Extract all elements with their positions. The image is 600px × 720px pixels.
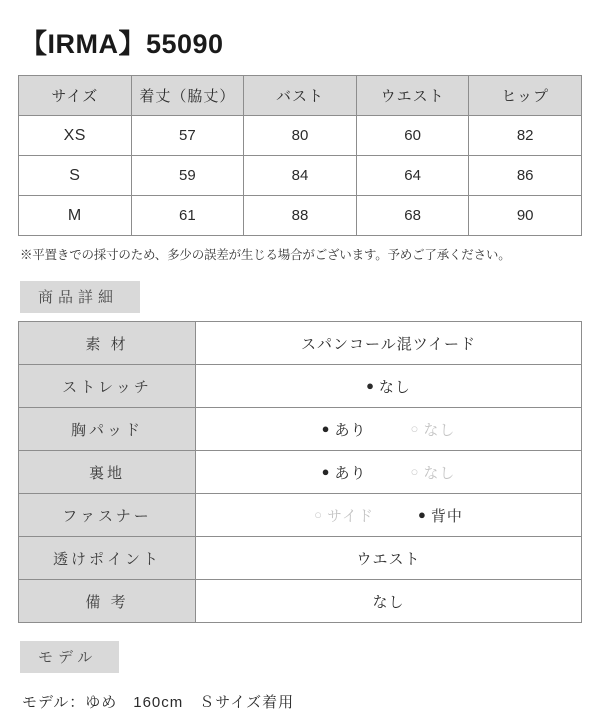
bust-cell: 88 xyxy=(244,196,357,236)
option-label: なし xyxy=(423,464,456,482)
detail-value xyxy=(196,365,582,408)
option-unselected xyxy=(314,505,374,526)
page-title: 【IRMA】55090 xyxy=(20,29,224,59)
option-group xyxy=(196,462,581,483)
option-selected xyxy=(322,419,367,440)
detail-label: 素 材 xyxy=(19,322,196,365)
detail-label: ファスナー xyxy=(19,494,196,537)
section-heading-model: モデル xyxy=(20,641,119,673)
option-label: 背中 xyxy=(430,507,463,525)
hip-cell: 90 xyxy=(469,196,582,236)
filled-circle-icon: ● xyxy=(321,463,331,479)
option-group xyxy=(196,419,581,440)
model-info: モデル：ゆめ 160cm Ｓサイズ着用 xyxy=(22,694,295,711)
hip-cell: 86 xyxy=(469,156,582,196)
filled-circle-icon: ● xyxy=(417,506,427,522)
detail-label: 備 考 xyxy=(19,580,196,623)
bust-cell: 80 xyxy=(244,116,357,156)
table-row xyxy=(19,156,582,196)
option-label: あり xyxy=(334,421,367,439)
waist-cell: 60 xyxy=(356,116,469,156)
size-table-header-cell: ヒップ xyxy=(469,76,582,116)
size-table-header-cell: サイズ xyxy=(19,76,132,116)
waist-cell: 64 xyxy=(356,156,469,196)
size-table-header-cell: 着丈（脇丈） xyxy=(131,76,244,116)
table-row xyxy=(19,322,582,365)
empty-circle-icon: ○ xyxy=(410,420,420,436)
size-cell: M xyxy=(19,196,132,236)
table-row xyxy=(19,196,582,236)
measurement-note: ※平置きでの採寸のため、多少の誤差が生じる場合がございます。予めご了承ください。 xyxy=(20,248,511,262)
table-row xyxy=(19,580,582,623)
empty-circle-icon: ○ xyxy=(410,463,420,479)
detail-label: 裏地 xyxy=(19,451,196,494)
detail-value xyxy=(196,408,582,451)
waist-cell: 68 xyxy=(356,196,469,236)
hip-cell: 82 xyxy=(469,116,582,156)
section-heading-product-detail: 商品詳細 xyxy=(20,281,140,313)
product-detail-table xyxy=(18,321,582,623)
length-cell: 57 xyxy=(131,116,244,156)
filled-circle-icon: ● xyxy=(366,377,375,393)
detail-value: スパンコール混ツイード xyxy=(196,322,582,365)
empty-circle-icon: ○ xyxy=(314,506,324,522)
size-table xyxy=(18,75,582,236)
table-row xyxy=(19,451,582,494)
detail-value xyxy=(196,451,582,494)
detail-value: ウエスト xyxy=(196,537,582,580)
table-row xyxy=(19,116,582,156)
bust-cell: 84 xyxy=(244,156,357,196)
stretch-option xyxy=(366,376,411,397)
detail-label: ストレッチ xyxy=(19,365,196,408)
size-table-header-cell: バスト xyxy=(244,76,357,116)
detail-label: 胸パッド xyxy=(19,408,196,451)
filled-circle-icon: ● xyxy=(321,420,331,436)
length-cell: 61 xyxy=(131,196,244,236)
option-selected xyxy=(418,505,463,526)
option-label: サイド xyxy=(327,507,374,525)
option-label: なし xyxy=(378,378,411,396)
table-row xyxy=(19,494,582,537)
option-group xyxy=(196,505,581,526)
detail-value xyxy=(196,494,582,537)
option-label: あり xyxy=(334,464,367,482)
size-cell: S xyxy=(19,156,132,196)
option-selected xyxy=(322,462,367,483)
size-cell: XS xyxy=(19,116,132,156)
detail-label: 透けポイント xyxy=(19,537,196,580)
detail-value: なし xyxy=(196,580,582,623)
size-table-header-cell: ウエスト xyxy=(356,76,469,116)
size-table-header-row xyxy=(19,76,582,116)
option-label: なし xyxy=(423,421,456,439)
table-row xyxy=(19,537,582,580)
table-row xyxy=(19,365,582,408)
length-cell: 59 xyxy=(131,156,244,196)
option-unselected xyxy=(411,419,456,440)
table-row xyxy=(19,408,582,451)
option-unselected xyxy=(411,462,456,483)
